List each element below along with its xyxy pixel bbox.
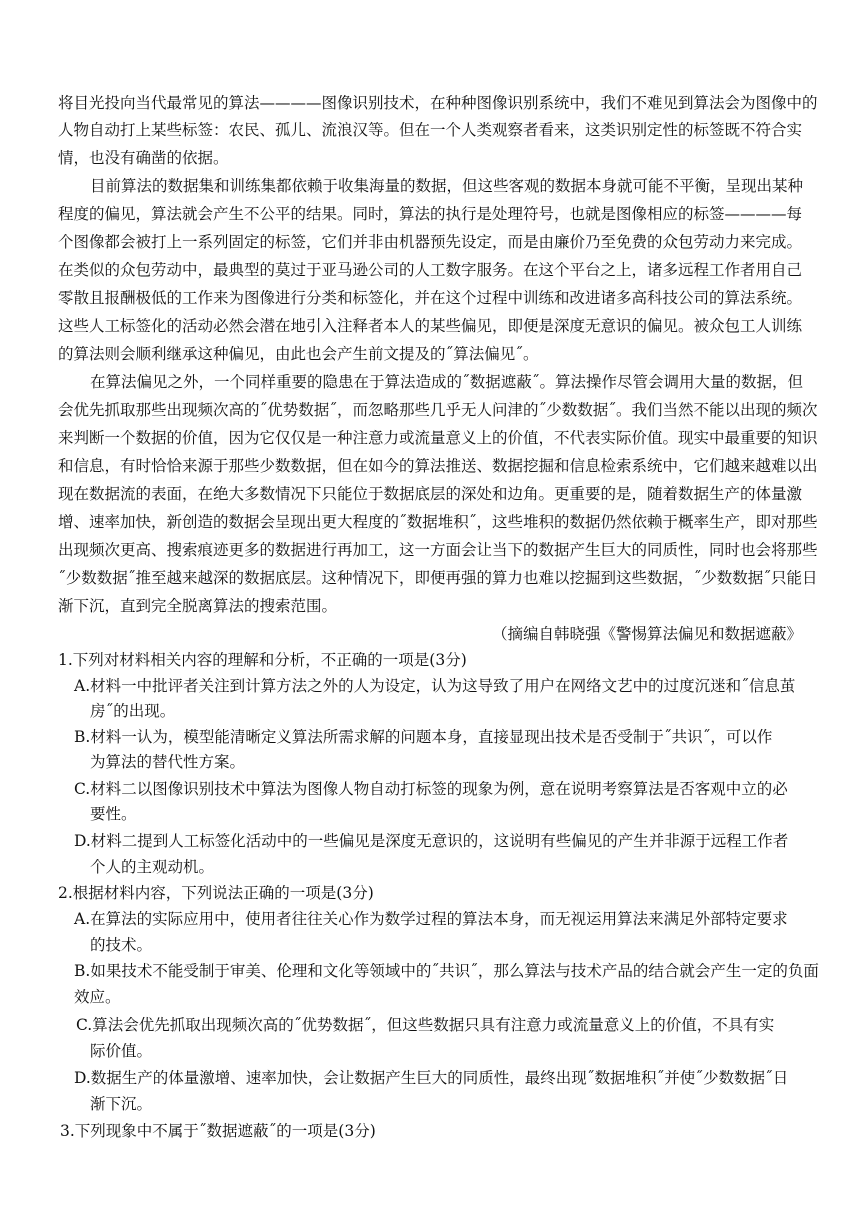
passage-line: 会优先抓取那些出现频次高的˝优势数据˝，而忽略那些几乎无人问津的˝少数数据˝。我们当然不能以出现的频次 <box>58 401 818 419</box>
option-b-line: B.如果技术不能受制于审美、伦理和文化等领域中的˝共识˝，那么算法与技术产品的结合就会产生一定的负面 <box>74 962 819 980</box>
passage-line: 的算法则会顺利继承这种偏见，由此也会产生前文提及的˝算法偏见˝。 <box>58 345 539 363</box>
passage-line: 零散且报酬极低的工作来为图像进行分类和标签化，并在这个过程中训练和改进诸多高科技公司的算法系统。 <box>58 289 803 307</box>
passage-line: 增、速率加快，新创造的数据会呈现出更大程度的˝数据堆积˝，这些堆积的数据仍然依赖于概率生产，即对那些 <box>58 513 818 531</box>
passage-line: 出现频次更高、搜索痕迹更多的数据进行再加工，这一方面会让当下的数据产生巨大的同质性，同时也会将那些 <box>58 541 818 559</box>
option-a-line: A.材料一中批评者关注到计算方法之外的人为设定，认为这导致了用户在网络文艺中的过度沉迷和˝信息茧 <box>74 677 796 695</box>
option-a-line: 房˝的出现。 <box>90 702 176 720</box>
passage-source: （摘编自韩晓强《警惕算法偏见和数据遮蔽》 <box>492 625 803 643</box>
passage-line: 程度的偏见，算法就会产生不公平的结果。同时，算法的执行是处理符号，也就是图像相应的标签————每 <box>58 205 803 223</box>
option-d-line: 渐下沉。 <box>90 1095 153 1113</box>
question-stem: 3.下列现象中不属于˝数据遮蔽˝的一项是(3分) <box>60 1122 376 1140</box>
passage-line: 将目光投向当代最常见的算法————图像识别技术，在种种图像识别系统中，我们不难见到算法会为图像中的 <box>58 94 818 112</box>
option-c-line: 际价值。 <box>90 1042 153 1060</box>
passage-line: 这些人工标签化的活动必然会潜在地引入注释者本人的某些偏见，即便是深度无意识的偏见。被众包工人训练 <box>58 317 803 335</box>
passage-line: 个图像都会被打上一系列固定的标签，它们并非由机器预先设定，而是由廉价乃至免费的众包劳动力来完成。 <box>58 233 803 251</box>
option-c-line: 要性。 <box>90 805 137 823</box>
passage-line: 和信息，有时恰恰来源于那些少数数据，但在如今的算法推送、数据挖掘和信息检索系统中，它们越来越难以出 <box>58 457 818 475</box>
passage-line: ˝少数数据˝推至越来越深的数据底层。这种情况下，即便再强的算力也难以挖掘到这些数据，˝少数数据˝只能日 <box>58 569 818 587</box>
option-d-line: 个人的主观动机。 <box>90 858 215 876</box>
option-b-line: 为算法的替代性方案。 <box>90 753 246 771</box>
option-c-line: C.算法会优先抓取出现频次高的˝优势数据˝，但这些数据只具有注意力或流量意义上的价值，不具有实 <box>76 1016 775 1034</box>
option-d-line: D.材料二提到人工标签化活动中的一些偏见是深度无意识的，这说明有些偏见的产生并非源于远程工作者 <box>74 832 789 850</box>
option-a-line: A.在算法的实际应用中，使用者往往关心作为数学过程的算法本身，而无视运用算法来满足外部特定要求 <box>74 910 788 928</box>
passage-line: 人物自动打上某些标签：农民、孤儿、流浪汉等。但在一个人类观察者看来，这类识别定性的标签既不符合实 <box>58 121 803 139</box>
passage-line: 来判断一个数据的价值，因为它仅仅是一种注意力或流量意义上的价值，不代表实际价值。现实中最重要的知识 <box>58 429 818 447</box>
passage-line: 渐下沉，直到完全脱离算法的搜索范围。 <box>58 597 338 615</box>
passage-line: 在类似的众包劳动中，最典型的莫过于亚马逊公司的人工数字服务。在这个平台之上，诸多远程工作者用自己 <box>58 261 803 279</box>
option-b-line: 效应。 <box>74 988 121 1006</box>
passage-line: 现在数据流的表面，在绝大多数情况下只能位于数据底层的深处和边角。更重要的是，随着数据生产的体量激 <box>58 485 803 503</box>
passage-line: 目前算法的数据集和训练集都依赖于收集海量的数据，但这些客观的数据本身就可能不平衡，呈现出某种 <box>90 177 804 195</box>
passage-line: 在算法偏见之外，一个同样重要的隐患在于算法造成的˝数据遮蔽˝。算法操作尽管会调用大量的数据，但 <box>90 373 804 391</box>
passage-line: 情，也没有确凿的依据。 <box>58 149 229 167</box>
question-stem: 2.根据材料内容，下列说法正确的一项是(3分) <box>58 884 374 902</box>
option-c-line: C.材料二以图像识别技术中算法为图像人物自动打标签的现象为例，意在说明考察算法是否客观中立的必 <box>74 780 788 798</box>
option-a-line: 的技术。 <box>90 936 153 954</box>
question-stem: 1.下列对材料相关内容的理解和分析，不正确的一项是(3分) <box>58 651 467 669</box>
option-b-line: B.材料一认为，模型能清晰定义算法所需求解的问题本身，直接显现出技术是否受制于˝共识˝，可以作 <box>74 728 773 746</box>
option-d-line: D.数据生产的体量激增、速率加快，会让数据产生巨大的同质性，最终出现˝数据堆积˝并使˝少数数据˝日 <box>74 1069 789 1087</box>
